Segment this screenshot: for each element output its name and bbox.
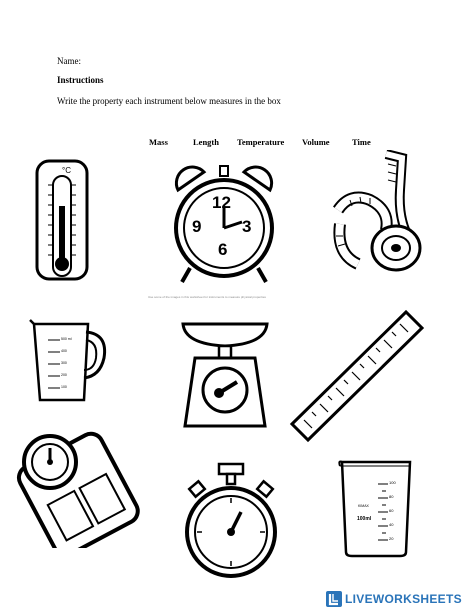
alarm-clock-image — [170, 160, 278, 290]
tape-measure-image — [330, 150, 426, 280]
jug-mark-200: 200 — [61, 373, 67, 377]
instructions-heading: Instructions — [57, 75, 104, 85]
kitchen-scale-image — [175, 318, 275, 432]
clock-number-3: 3 — [242, 217, 252, 236]
jug-mark-400: 400 — [61, 349, 67, 353]
word-bank-length: Length — [193, 137, 219, 147]
stopwatch-image — [183, 462, 279, 582]
clock-number-12: 12 — [212, 193, 231, 212]
footer-bar — [0, 587, 474, 611]
clock-number-9: 9 — [192, 217, 202, 236]
word-bank-temperature: Temperature — [237, 137, 285, 147]
ruler-image — [288, 308, 428, 444]
beaker-volume-label: 100ml — [357, 516, 372, 522]
beaker-image — [338, 458, 416, 558]
thermometer-unit-label: °C — [62, 166, 71, 175]
name-label: Name: — [57, 56, 81, 66]
jug-mark-100: 100 — [61, 385, 67, 389]
liveworksheets-wordmark: LIVEWORKSHEETS — [345, 592, 462, 606]
word-bank-time: Time — [352, 137, 371, 147]
word-bank-mass: Mass — [149, 137, 168, 147]
clock-number-6: 6 — [218, 240, 228, 259]
jug-mark-500: 500 ml — [61, 337, 72, 341]
beaker-mark-20: 20 — [389, 536, 394, 541]
measuring-jug-image — [28, 318, 110, 404]
image-credit-caption: Use some of the images in this worksheet for instruments to measure physical properties — [148, 295, 266, 299]
word-bank-volume: Volume — [302, 137, 330, 147]
jug-mark-300: 300 — [61, 361, 67, 365]
beaker-mark-40: 40 — [389, 522, 394, 527]
thermometer-image — [34, 158, 90, 284]
beaker-mark-100: 100 — [389, 480, 396, 485]
bathroom-scale-image — [6, 430, 146, 548]
beaker-mark-60: 60 — [389, 508, 394, 513]
beaker-brand-label: KIMAX — [358, 504, 369, 508]
beaker-mark-80: 80 — [389, 494, 394, 499]
instructions-text: Write the property each instrument below measures in the box — [57, 96, 281, 106]
liveworksheets-logo-icon — [326, 591, 342, 607]
